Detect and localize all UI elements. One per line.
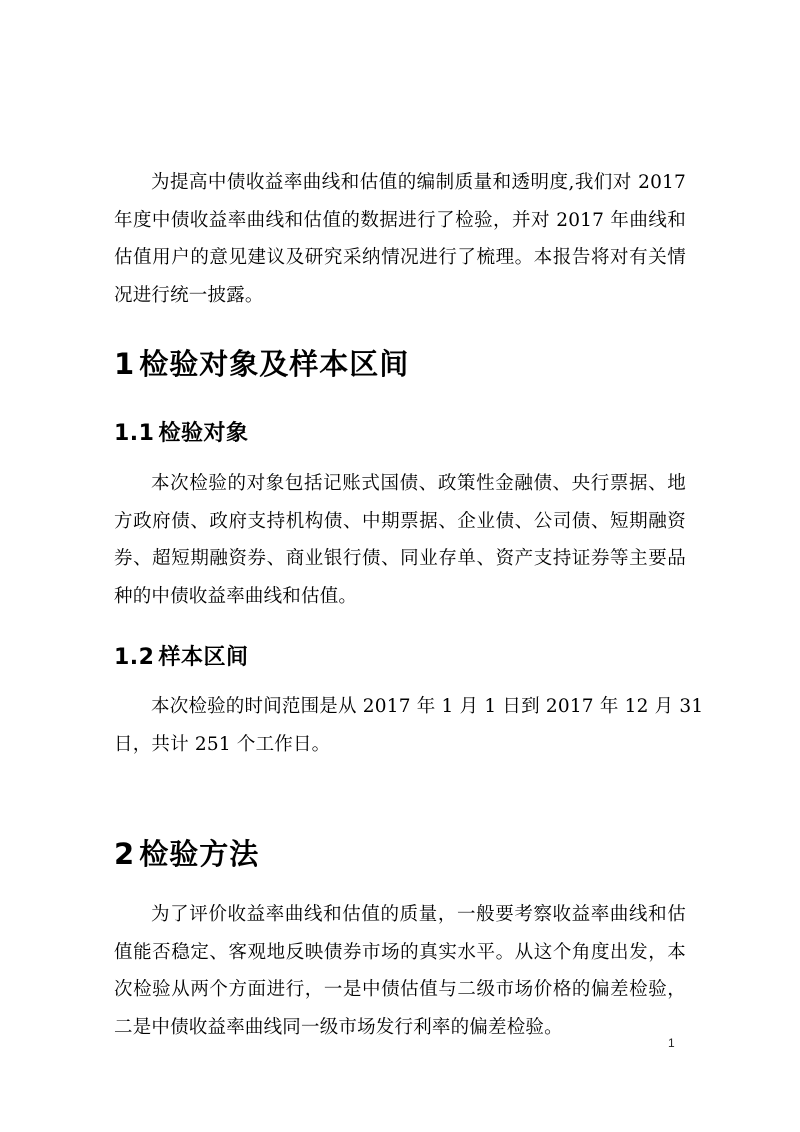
section-1-2-heading — [114, 642, 249, 674]
page-number: 1 — [668, 1036, 675, 1050]
intro-line-4: 况进行统一披露。 — [114, 284, 264, 306]
section-1-1-number: 1.1 — [114, 421, 155, 446]
intro-line-2: 年度中债收益率曲线和估值的数据进行了检验，并对 2017 年曲线和 — [114, 209, 686, 231]
section-1-1-title: 检验对象 — [158, 421, 249, 446]
section-1-2-line-2: 日，共计 251 个工作日。 — [114, 733, 331, 755]
section-1-title: 检验对象及样本区间 — [139, 347, 410, 381]
section-2-line-2: 值能否稳定、客观地反映债券市场的真实水平。从这个角度出发，本 — [114, 941, 686, 963]
intro-line-3: 估值用户的意见建议及研究采纳情况进行了梳理。本报告将对有关情 — [114, 247, 686, 268]
section-2-line-3: 次检验从两个方面进行，一是中债估值与二级市场价格的偏差检验， — [114, 979, 686, 1000]
section-1-1-paragraph — [114, 465, 686, 615]
section-1-1-line-3: 券、超短期融资券、商业银行债、同业存单、资产支持证券等主要品 — [114, 548, 686, 569]
section-1-2-paragraph — [114, 688, 704, 763]
section-2-number: 2 — [114, 837, 136, 871]
section-1-2-line-1: 本次检验的时间范围是从 2017 年 1 月 1 日到 2017 年 12 月 31 — [151, 696, 704, 717]
section-2-line-1: 为了评价收益率曲线和估值的质量，一般要考察收益率曲线和估 — [151, 904, 686, 925]
section-1-1-heading — [114, 418, 249, 450]
intro-paragraph — [114, 164, 686, 314]
section-1-2-number: 1.2 — [114, 645, 155, 670]
section-1-1-line-2: 方政府债、政府支持机构债、中期票据、企业债、公司债、短期融资 — [114, 510, 686, 532]
section-2-paragraph — [114, 896, 686, 1046]
intro-line-1: 为提高中债收益率曲线和估值的编制质量和透明度,我们对 2017 — [151, 172, 686, 193]
section-2-title: 检验方法 — [139, 837, 260, 871]
section-1-1-line-1: 本次检验的对象包括记账式国债、政策性金融债、央行票据、地 — [151, 473, 686, 494]
section-1-2-title: 样本区间 — [158, 645, 249, 670]
section-2-heading — [114, 834, 259, 874]
section-1-1-line-4: 种的中债收益率曲线和估值。 — [114, 585, 358, 607]
section-2-line-4: 二是中债收益率曲线同一级市场发行利率的偏差检验。 — [114, 1016, 563, 1038]
section-1-number: 1 — [114, 347, 136, 381]
section-1-heading — [114, 344, 409, 384]
